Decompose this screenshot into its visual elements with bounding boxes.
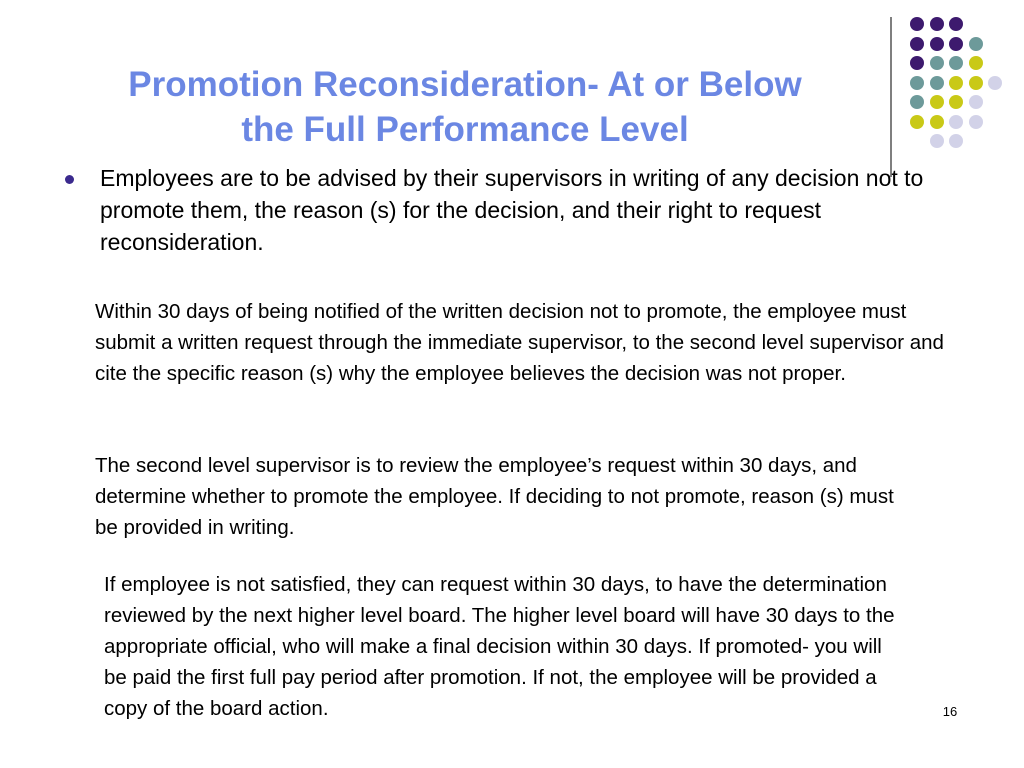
decorative-dot: [910, 115, 924, 129]
decorative-dot: [930, 56, 944, 70]
divider-line: [890, 17, 892, 177]
decorative-dot: [949, 134, 963, 148]
bullet-dot-icon: [65, 175, 74, 184]
decorative-dot: [949, 76, 963, 90]
decorative-dot: [988, 76, 1002, 90]
decorative-dot: [969, 95, 983, 109]
decorative-dot: [949, 37, 963, 51]
title-line-2: the Full Performance Level: [241, 110, 689, 149]
page-number: 16: [942, 704, 958, 719]
decorative-dot: [969, 76, 983, 90]
paragraph-second-level-review: The second level supervisor is to review the employee’s request within 30 days, and determine whether to promote the employee. If deciding to not promote, reason (s) must be provided in writing.: [95, 454, 894, 539]
decorative-dot: [930, 95, 944, 109]
decorative-dot: [930, 17, 944, 31]
paragraph-written-request: Within 30 days of being notified of the written decision not to promote, the employee must submit a written request through the immediate supervisor, to the second level supervisor and cite the specific reason (s) why the employee believes the decision was not proper.: [95, 300, 944, 385]
decorative-dot: [949, 17, 963, 31]
decorative-dot: [910, 17, 924, 31]
decorative-dot: [969, 56, 983, 70]
decorative-dot: [910, 95, 924, 109]
decorative-dot: [969, 115, 983, 129]
decorative-dot: [930, 76, 944, 90]
decorative-dot: [949, 56, 963, 70]
decorative-dot: [949, 95, 963, 109]
title-line-1: Promotion Reconsideration- At or Below: [128, 65, 802, 104]
decorative-dot: [969, 37, 983, 51]
slide-title: [40, 62, 890, 152]
decorative-dot: [949, 115, 963, 129]
decorative-dot: [910, 76, 924, 90]
decorative-dot: [930, 37, 944, 51]
decorative-dot: [930, 134, 944, 148]
bullet-item: [62, 162, 942, 258]
decorative-dot: [910, 37, 924, 51]
decorative-dot: [910, 56, 924, 70]
decorative-dot: [930, 115, 944, 129]
paragraph-higher-level-board: If employee is not satisfied, they can request within 30 days, to have the determination reviewed by the next higher level board. The higher level board will have 30 days to the appropriate official, who will make a final decision within 30 days. If promoted- you will be paid the first full pay period after promotion. If not, the employee will be provided a copy of the board action.: [104, 573, 895, 720]
bullet-text: Employees are to be advised by their supervisors in writing of any decision not to promote them, the reason (s) for the decision, and their right to request reconsideration.: [100, 165, 924, 255]
